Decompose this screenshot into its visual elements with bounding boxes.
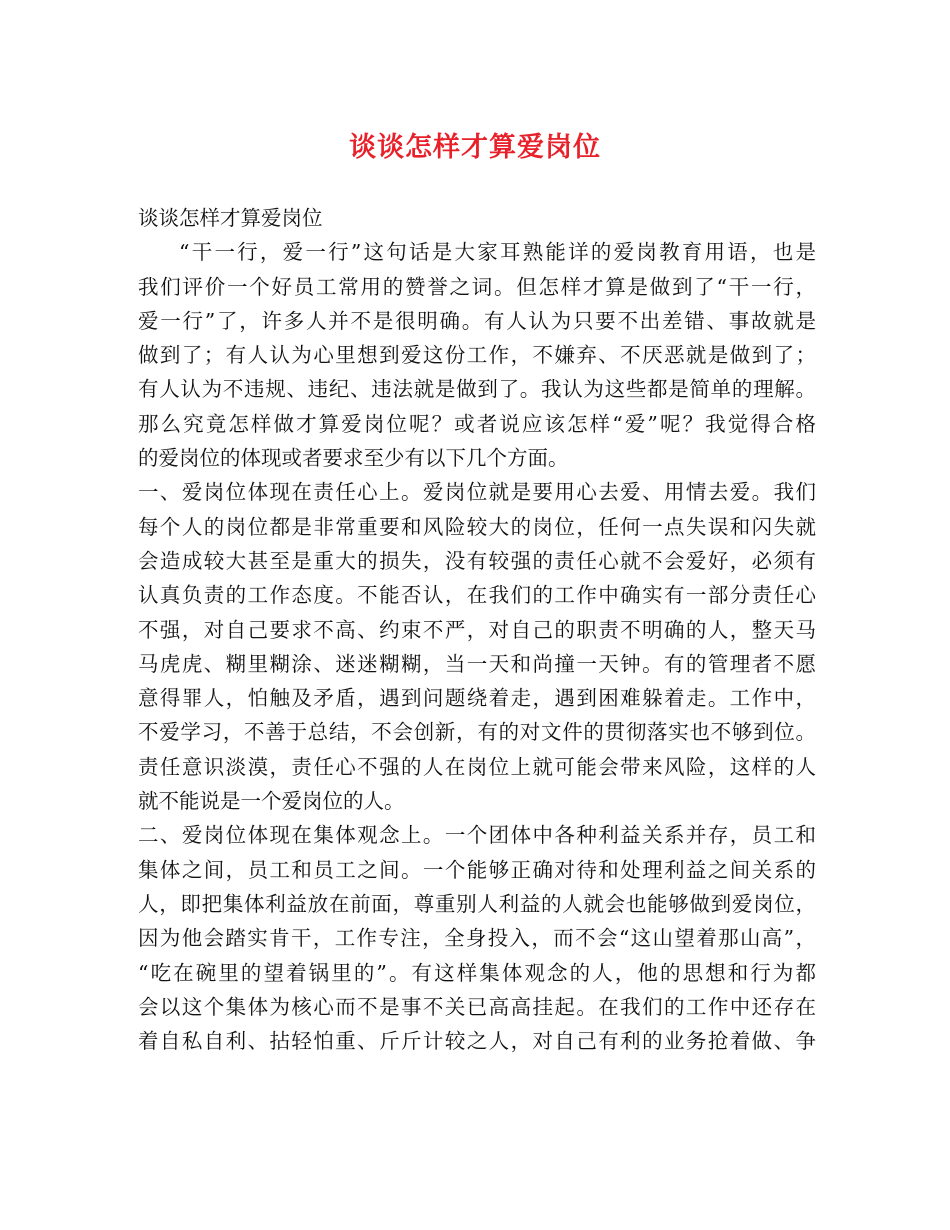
body-line: 责任意识淡漠，责任心不强的人在岗位上就可能会带来风险，这样的人	[138, 754, 816, 779]
body-line: 因为他会踏实肯干，工作专注，全身投入，而不会“这山望着那山高”，	[138, 926, 816, 951]
document-title: 谈谈怎样才算爱岗位	[349, 132, 601, 163]
body-line: 会以这个集体为核心而不是事不关已高高挂起。在我们的工作中还存在	[138, 994, 816, 1019]
body-line: 爱一行”了，许多人并不是很明确。有人认为只要不出差错、事故就是	[138, 308, 816, 333]
body-line: “吃在碗里的望着锅里的”。有这样集体观念的人，他的思想和行为都	[138, 960, 816, 985]
body-line: 二、爱岗位体现在集体观念上。一个团体中各种利益关系并存，员工和	[138, 823, 816, 848]
body-line: 做到了；有人认为心里想到爱这份工作，不嫌弃、不厌恶就是做到了；	[138, 343, 816, 368]
body-line: 就不能说是一个爱岗位的人。	[138, 789, 405, 814]
body-line: 我们评价一个好员工常用的赞誉之词。但怎样才算是做到了“干一行，	[138, 274, 816, 299]
body-line: 那么究竟怎样做才算爱岗位呢？或者说应该怎样“爱”呢？我觉得合格	[138, 411, 816, 436]
body-line: 每个人的岗位都是非常重要和风险较大的岗位，任何一点失误和闪失就	[138, 514, 816, 539]
body-line: 的爱岗位的体现或者要求至少有以下几个方面。	[138, 446, 569, 471]
body-line: 不爱学习，不善于总结，不会创新，有的对文件的贯彻落实也不够到位。	[138, 720, 816, 745]
body-subtitle-line: 谈谈怎样才算爱岗位	[138, 206, 323, 230]
body-line: 会造成较大甚至是重大的损失，没有较强的责任心就不会爱好，必须有	[138, 548, 816, 573]
body-line: “干一行，爱一行”这句话是大家耳熟能详的爱岗教育用语，也是	[179, 240, 816, 265]
body-line: 集体之间，员工和员工之间。一个能够正确对待和处理利益之间关系的	[138, 857, 816, 882]
document-body	[138, 201, 816, 1058]
body-line: 不强，对自己要求不高、约束不严，对自己的职责不明确的人，整天马	[138, 617, 816, 642]
body-line: 一、爱岗位体现在责任心上。爱岗位就是要用心去爱、用情去爱。我们	[138, 480, 816, 505]
body-line: 马虎虎、糊里糊涂、迷迷糊糊，当一天和尚撞一天钟。有的管理者不愿	[138, 651, 816, 676]
body-line: 意得罪人，怕触及矛盾，遇到问题绕着走，遇到困难躲着走。工作中，	[138, 686, 816, 711]
body-line: 人，即把集体利益放在前面，尊重别人利益的人就会也能够做到爱岗位，	[138, 891, 816, 916]
body-line: 着自私自利、拈轻怕重、斤斤计较之人，对自己有利的业务抢着做、争	[138, 1029, 816, 1054]
body-line: 认真负责的工作态度。不能否认，在我们的工作中确实有一部分责任心	[138, 583, 816, 608]
body-line: 有人认为不违规、违纪、违法就是做到了。我认为这些都是简单的理解。	[138, 377, 816, 402]
